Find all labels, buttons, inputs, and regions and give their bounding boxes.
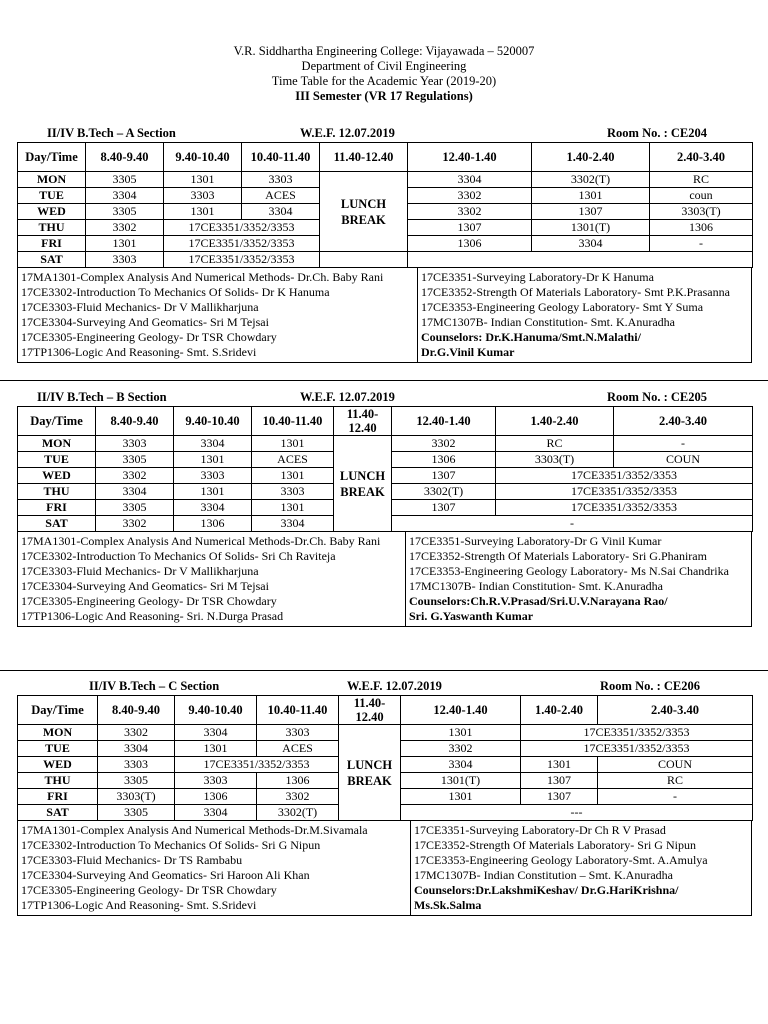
period-cell: 3305 <box>86 204 164 220</box>
period-cell: 3305 <box>98 805 175 821</box>
lab-subjects <box>406 532 751 626</box>
period-cell: 1301 <box>521 757 598 773</box>
subject-line: 17TP1306-Logic And Reasoning- Smt. S.Sridevi <box>21 345 257 359</box>
header-cell: 10.40-11.40 <box>242 143 320 172</box>
period-cell: 3304 <box>98 741 175 757</box>
subject-line: 17CE3352-Strength Of Materials Laboratory- Sri G Nipun <box>414 838 696 852</box>
period-cell: 3303(T) <box>496 452 614 468</box>
section-a <box>17 126 752 363</box>
lab-cell: 17CE3351/3352/3353 <box>164 220 320 236</box>
period-cell: 1301 <box>532 188 650 204</box>
timetable-c <box>17 695 753 821</box>
period-cell: 3304 <box>252 516 334 532</box>
header-cell: 12.40-1.40 <box>401 696 521 725</box>
period-cell: 3304 <box>175 725 257 741</box>
timetable-b <box>17 406 753 532</box>
period-cell: 3302 <box>96 468 174 484</box>
wef-date: W.E.F. 12.07.2019 <box>300 390 395 404</box>
lab-cell: 17CE3351/3352/3353 <box>496 468 753 484</box>
period-cell: 3302 <box>96 516 174 532</box>
subject-line: 17MC1307B- Indian Constitution- Smt. K.Anuradha <box>409 579 663 593</box>
subject-line: 17CE3305-Engineering Geology- Dr TSR Chowdary <box>21 883 277 897</box>
lab-subjects <box>411 821 751 915</box>
period-cell: 3304 <box>408 172 532 188</box>
day-cell: MON <box>18 725 98 741</box>
lab-cell: 17CE3351/3352/3353 <box>521 741 753 757</box>
period-cell: 3303 <box>86 252 164 268</box>
header-cell: 11.40-12.40 <box>339 696 401 725</box>
period-cell: 3304 <box>174 436 252 452</box>
lunch-break <box>334 436 392 532</box>
wef-date: W.E.F. 12.07.2019 <box>300 126 395 140</box>
room-number: Room No. : CE205 <box>607 390 707 404</box>
period-cell: 1307 <box>392 500 496 516</box>
subject-line: 17CE3302-Introduction To Mechanics Of Solids- Sri Ch Raviteja <box>21 549 336 563</box>
semester-title: III Semester (VR 17 Regulations) <box>295 89 473 103</box>
period-cell: 3303 <box>242 172 320 188</box>
section-title: II/IV B.Tech – C Section <box>89 679 220 693</box>
day-cell: MON <box>18 172 86 188</box>
header-row <box>18 696 753 725</box>
period-cell: 1306 <box>257 773 339 789</box>
period-cell: 1301 <box>252 500 334 516</box>
day-cell: FRI <box>18 500 96 516</box>
period-cell: 1301 <box>164 172 242 188</box>
section-title: II/IV B.Tech – A Section <box>47 126 176 140</box>
period-cell: 1307 <box>408 220 532 236</box>
header-cell: 1.40-2.40 <box>521 696 598 725</box>
period-cell: ACES <box>257 741 339 757</box>
header-cell: 2.40-3.40 <box>614 407 753 436</box>
header-cell: Day/Time <box>18 407 96 436</box>
period-cell: 1306 <box>174 516 252 532</box>
period-cell: 3303 <box>252 484 334 500</box>
period-cell: 1301 <box>175 741 257 757</box>
subject-line: 17MC1307B- Indian Constitution – Smt. K.Anuradha <box>414 868 673 882</box>
period-cell: 3303(T) <box>98 789 175 805</box>
period-cell: 3305 <box>96 452 174 468</box>
period-cell: 3303 <box>174 468 252 484</box>
period-cell: 3304 <box>174 500 252 516</box>
day-cell: WED <box>18 757 98 773</box>
subject-faculty-list <box>17 821 752 916</box>
day-cell: FRI <box>18 789 98 805</box>
lab-cell: 17CE3351/3352/3353 <box>496 484 753 500</box>
period-cell: 3304 <box>242 204 320 220</box>
period-cell: ACES <box>252 452 334 468</box>
header-cell: 8.40-9.40 <box>98 696 175 725</box>
subject-faculty-list <box>17 532 752 627</box>
subject-line: 17CE3351-Surveying Laboratory-Dr K Hanuma <box>421 270 654 284</box>
subject-line: 17CE3351-Surveying Laboratory-Dr Ch R V Prasad <box>414 823 666 837</box>
period-cell: ACES <box>242 188 320 204</box>
table-row <box>18 436 753 452</box>
period-cell: 3302 <box>401 741 521 757</box>
day-cell: THU <box>18 773 98 789</box>
lab-subjects <box>418 268 751 362</box>
subject-line: 17CE3352-Strength Of Materials Laboratory- Sri G.Phaniram <box>409 549 707 563</box>
period-cell: 3305 <box>86 172 164 188</box>
college-name: V.R. Siddhartha Engineering College: Vijayawada – 520007 <box>233 44 535 58</box>
period-cell: 1301 <box>252 468 334 484</box>
lunch-word: LUNCH <box>339 468 386 483</box>
period-cell: 1306 <box>175 789 257 805</box>
period-cell: 3303 <box>96 436 174 452</box>
day-cell: SAT <box>18 805 98 821</box>
period-cell: 3302(T) <box>257 805 339 821</box>
period-cell: 1301(T) <box>401 773 521 789</box>
subject-line: 17CE3303-Fluid Mechanics- Dr V Mallikharjuna <box>21 300 259 314</box>
day-cell: TUE <box>18 452 96 468</box>
subject-line: 17CE3303-Fluid Mechanics- Dr V Mallikharjuna <box>21 564 259 578</box>
lunch-word: LUNCH <box>346 757 393 772</box>
period-cell: 3304 <box>175 805 257 821</box>
theory-subjects <box>18 532 406 626</box>
day-cell: SAT <box>18 516 96 532</box>
day-cell: WED <box>18 468 96 484</box>
table-row <box>18 725 753 741</box>
day-cell: WED <box>18 204 86 220</box>
period-cell: 3303 <box>164 188 242 204</box>
department-name: Department of Civil Engineering <box>301 59 467 73</box>
wef-date: W.E.F. 12.07.2019 <box>347 679 442 693</box>
subject-line: 17CE3304-Surveying And Geomatics- Sri Haroon Ali Khan <box>21 868 310 882</box>
subject-line: 17MA1301-Complex Analysis And Numerical Methods-Dr.Ch. Baby Rani <box>21 534 381 548</box>
subject-line: 17CE3302-Introduction To Mechanics Of Solids- Dr K Hanuma <box>21 285 330 299</box>
period-cell: coun <box>650 188 753 204</box>
header-cell: 8.40-9.40 <box>96 407 174 436</box>
subject-line: 17CE3353-Engineering Geology Laboratory- Smt Y Suma <box>421 300 704 314</box>
section-title: II/IV B.Tech – B Section <box>37 390 167 404</box>
counselors-line: Counselors:Dr.LakshmiKeshav/ Dr.G.HariKrishna/ <box>414 883 679 897</box>
section-divider <box>0 670 768 671</box>
subject-line: 17CE3353-Engineering Geology Laboratory- Ms N.Sai Chandrika <box>409 564 729 578</box>
break-word: BREAK <box>341 212 386 227</box>
room-number: Room No. : CE206 <box>600 679 700 693</box>
period-cell: 1307 <box>392 468 496 484</box>
period-cell: - <box>392 516 753 532</box>
period-cell: 3305 <box>98 773 175 789</box>
counselors-line: Counselors:Ch.R.V.Prasad/Sri.U.V.Narayana Rao/ <box>409 594 668 608</box>
lab-cell: 17CE3351/3352/3353 <box>175 757 339 773</box>
lab-cell: 17CE3351/3352/3353 <box>521 725 753 741</box>
empty-cell <box>408 252 753 268</box>
period-cell: 3303(T) <box>650 204 753 220</box>
section-c <box>17 679 752 916</box>
period-cell: 3302 <box>257 789 339 805</box>
break-word: BREAK <box>340 484 385 499</box>
period-cell: 3302 <box>408 188 532 204</box>
period-cell: 1301 <box>174 452 252 468</box>
period-cell: 1306 <box>392 452 496 468</box>
header-cell: 2.40-3.40 <box>650 143 753 172</box>
header-cell: 1.40-2.40 <box>496 407 614 436</box>
subject-line: 17CE3303-Fluid Mechanics- Dr TS Rambabu <box>21 853 243 867</box>
table-row <box>18 172 753 188</box>
period-cell: 3304 <box>86 188 164 204</box>
period-cell: RC <box>598 773 753 789</box>
header-row <box>18 407 753 436</box>
period-cell: 1301 <box>86 236 164 252</box>
header-cell: 9.40-10.40 <box>174 407 252 436</box>
subject-line: 17MA1301-Complex Analysis And Numerical Methods- Dr.Ch. Baby Rani <box>21 270 384 284</box>
subject-line: 17CE3351-Surveying Laboratory-Dr G Vinil Kumar <box>409 534 662 548</box>
table-row <box>18 252 753 268</box>
subject-line: 17TP1306-Logic And Reasoning- Smt. S.Sridevi <box>21 898 257 912</box>
header-cell: 11.40-12.40 <box>334 407 392 436</box>
period-cell: 1301(T) <box>532 220 650 236</box>
academic-year: Time Table for the Academic Year (2019-20) <box>271 74 497 88</box>
period-cell: 3304 <box>401 757 521 773</box>
subject-line: 17CE3305-Engineering Geology- Dr TSR Chowdary <box>21 594 277 608</box>
section-b <box>17 390 752 627</box>
header-cell: 9.40-10.40 <box>164 143 242 172</box>
subject-line: 17CE3305-Engineering Geology- Dr TSR Chowdary <box>21 330 277 344</box>
theory-subjects <box>18 821 411 915</box>
day-cell: TUE <box>18 188 86 204</box>
subject-line: 17MC1307B- Indian Constitution- Smt. K.Anuradha <box>421 315 675 329</box>
day-cell: THU <box>18 484 96 500</box>
header-cell: 11.40-12.40 <box>320 143 408 172</box>
period-cell: 3304 <box>532 236 650 252</box>
counselors-line: Counselors: Dr.K.Hanuma/Smt.N.Malathi/ <box>421 330 641 344</box>
subject-faculty-list <box>17 268 752 363</box>
period-cell: 3303 <box>257 725 339 741</box>
header-row <box>18 143 753 172</box>
header-cell: 10.40-11.40 <box>252 407 334 436</box>
day-cell: THU <box>18 220 86 236</box>
document-header <box>0 44 768 104</box>
lab-cell: 17CE3351/3352/3353 <box>496 500 753 516</box>
period-cell: 3302 <box>408 204 532 220</box>
day-cell: MON <box>18 436 96 452</box>
section-divider <box>0 380 768 381</box>
period-cell: 3302(T) <box>532 172 650 188</box>
day-cell: SAT <box>18 252 86 268</box>
counselors-line: Sri. G.Yaswanth Kumar <box>409 609 534 623</box>
section-b-meta <box>17 390 752 406</box>
header-cell: Day/Time <box>18 143 86 172</box>
period-cell: 1301 <box>401 789 521 805</box>
period-cell: 3302 <box>392 436 496 452</box>
subject-line: 17CE3352-Strength Of Materials Laboratory- Smt P.K.Prasanna <box>421 285 730 299</box>
period-cell: 1301 <box>401 725 521 741</box>
period-cell: 3303 <box>175 773 257 789</box>
period-cell: - <box>598 789 753 805</box>
period-cell: 1307 <box>521 773 598 789</box>
subject-line: 17TP1306-Logic And Reasoning- Sri. N.Durga Prasad <box>21 609 284 623</box>
period-cell: 3302 <box>86 220 164 236</box>
break-word: BREAK <box>347 773 392 788</box>
period-cell: 3304 <box>96 484 174 500</box>
room-number: Room No. : CE204 <box>607 126 707 140</box>
period-cell: 3302(T) <box>392 484 496 500</box>
lunch-break <box>339 725 401 821</box>
lunch-break <box>320 172 408 252</box>
period-cell: 1301 <box>164 204 242 220</box>
period-cell: 1301 <box>252 436 334 452</box>
lunch-word: LUNCH <box>340 196 387 211</box>
period-cell: 1307 <box>532 204 650 220</box>
header-cell: 12.40-1.40 <box>408 143 532 172</box>
header-cell: 2.40-3.40 <box>598 696 753 725</box>
day-cell: TUE <box>18 741 98 757</box>
section-a-meta <box>17 126 752 142</box>
period-cell: 1307 <box>521 789 598 805</box>
lab-cell: 17CE3351/3352/3353 <box>164 252 320 268</box>
period-cell: - <box>650 236 753 252</box>
empty-cell <box>320 252 408 268</box>
subject-line: 17CE3302-Introduction To Mechanics Of Solids- Sri G Nipun <box>21 838 321 852</box>
header-cell: 1.40-2.40 <box>532 143 650 172</box>
timetable-a <box>17 142 753 268</box>
subject-line: 17CE3304-Surveying And Geomatics- Sri M Tejsai <box>21 315 269 329</box>
period-cell: COUN <box>598 757 753 773</box>
counselors-line: Ms.Sk.Salma <box>414 898 482 912</box>
period-cell: --- <box>401 805 753 821</box>
header-cell: Day/Time <box>18 696 98 725</box>
lab-cell: 17CE3351/3352/3353 <box>164 236 320 252</box>
theory-subjects <box>18 268 418 362</box>
subject-line: 17CE3304-Surveying And Geomatics- Sri M Tejsai <box>21 579 269 593</box>
period-cell: 3302 <box>98 725 175 741</box>
subject-line: 17MA1301-Complex Analysis And Numerical Methods-Dr.M.Sivamala <box>21 823 368 837</box>
period-cell: 3303 <box>98 757 175 773</box>
day-cell: FRI <box>18 236 86 252</box>
section-c-meta <box>17 679 752 695</box>
period-cell: RC <box>650 172 753 188</box>
header-cell: 8.40-9.40 <box>86 143 164 172</box>
header-cell: 10.40-11.40 <box>257 696 339 725</box>
period-cell: 1306 <box>650 220 753 236</box>
period-cell: - <box>614 436 753 452</box>
period-cell: 1301 <box>174 484 252 500</box>
counselors-line: Dr.G.Vinil Kumar <box>421 345 515 359</box>
header-cell: 9.40-10.40 <box>175 696 257 725</box>
period-cell: 1306 <box>408 236 532 252</box>
period-cell: COUN <box>614 452 753 468</box>
period-cell: RC <box>496 436 614 452</box>
subject-line: 17CE3353-Engineering Geology Laboratory-Smt. A.Amulya <box>414 853 708 867</box>
header-cell: 12.40-1.40 <box>392 407 496 436</box>
period-cell: 3305 <box>96 500 174 516</box>
